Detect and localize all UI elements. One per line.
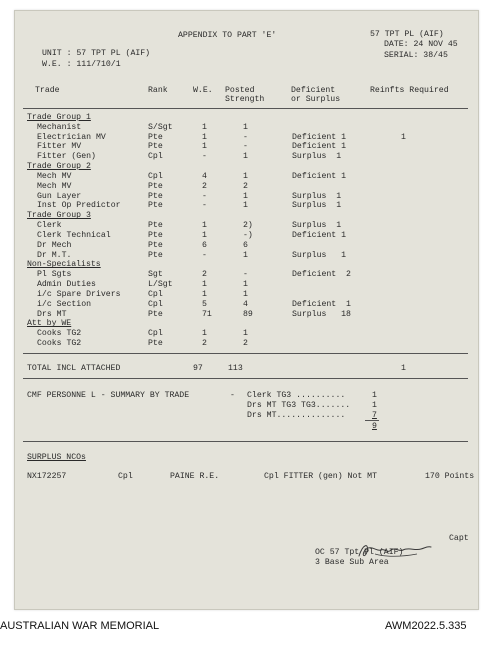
summary-rule [23, 441, 468, 442]
surplus-trade: Cpl FITTER (gen) Not MT [264, 472, 378, 481]
trade-name: Drs MT [37, 309, 67, 319]
we-cell: 1 [202, 132, 207, 142]
trade-name: Clerk Technical [37, 230, 111, 240]
total-label: TOTAL INCL ATTACHED [27, 364, 121, 373]
posted-cell: - [243, 132, 248, 142]
rank-cell: Pte [148, 132, 163, 142]
trade-name: Mech MV [37, 181, 72, 191]
rank-cell: Pte [148, 240, 163, 250]
trade-name: Fitter (Gen) [37, 152, 96, 162]
col-we: W.E. [193, 86, 213, 95]
we-cell: 1 [202, 280, 207, 290]
rank-cell: Cpl [148, 299, 163, 309]
summary-value-3: 7 [372, 411, 377, 420]
table-row [15, 339, 478, 348]
rank-cell: Pte [148, 250, 163, 260]
posted-cell: 1 [243, 289, 248, 299]
rank-cell: Cpl [148, 152, 163, 162]
rank-cell: Cpl [148, 171, 163, 181]
rank-cell: Cpl [148, 329, 163, 339]
surplus-points: 170 Points [425, 472, 475, 481]
deficiency-cell: Surplus 1 [292, 221, 342, 231]
posted-cell: 1 [243, 329, 248, 339]
col-reinforcements: Reinfts Required [370, 86, 449, 95]
deficiency-cell: Surplus 1 [292, 191, 342, 201]
table-row [15, 172, 478, 181]
signature-rank: Capt [449, 534, 469, 543]
summary-total: 9 [372, 422, 377, 431]
summary-label: CMF PERSONNE L - SUMMARY BY TRADE [27, 391, 190, 400]
summary-sum-rule [365, 420, 379, 421]
col-rank: Rank [148, 86, 168, 95]
rank-cell: Pte [148, 339, 163, 349]
trade-name: Inst Op Predictor [37, 201, 121, 211]
table-row [15, 251, 478, 260]
table-row [15, 270, 478, 279]
we-cell: 6 [202, 240, 207, 250]
col-trade: Trade [35, 86, 60, 95]
we-cell: 1 [202, 289, 207, 299]
table-row [15, 142, 478, 151]
trade-name: Mechanist [37, 122, 82, 132]
we-cell: 71 [202, 309, 212, 319]
table-row [15, 182, 478, 191]
rank-cell: Pte [148, 309, 163, 319]
we-cell: 1 [202, 329, 207, 339]
table-row [15, 241, 478, 250]
rank-cell: Pte [148, 221, 163, 231]
posted-cell: 1 [243, 122, 248, 132]
summary-line-1: Clerk TG3 .......... [247, 391, 346, 400]
appendix-title: APPENDIX TO PART 'E' [178, 31, 277, 40]
col-deficient: Deficient or Surplus [291, 86, 341, 104]
group-name: Trade Group 2 [27, 162, 91, 172]
total-reinf: 1 [401, 364, 406, 373]
deficiency-cell: Surplus 1 [292, 201, 342, 211]
deficiency-cell: Surplus 18 [292, 309, 351, 319]
serial-line: SERIAL: 38/45 [384, 51, 448, 60]
group-name: Trade Group 1 [27, 113, 91, 122]
table-row [15, 133, 478, 142]
footer-right: AWM2022.5.335 [385, 620, 467, 632]
deficiency-cell: Deficient 1 [292, 171, 347, 181]
posted-cell: 1 [243, 171, 248, 181]
table-row [15, 123, 478, 132]
rank-cell: L/Sgt [148, 280, 173, 290]
rank-cell: Pte [148, 230, 163, 240]
signature-line-2: 3 Base Sub Area [315, 558, 389, 567]
deficiency-cell: Deficient 1 [292, 142, 347, 152]
table-row [15, 329, 478, 338]
we-cell: 1 [202, 221, 207, 231]
total-we: 97 [193, 364, 203, 373]
we-cell: 2 [202, 181, 207, 191]
footer-left: AUSTRALIAN WAR MEMORIAL [0, 620, 160, 632]
rank-cell: Cpl [148, 289, 163, 299]
table-row [15, 152, 478, 161]
trade-name: Fitter MV [37, 142, 82, 152]
table-row [15, 221, 478, 230]
rank-cell: Pte [148, 201, 163, 211]
document-page [14, 10, 479, 610]
posted-cell: 2 [243, 339, 248, 349]
signature-line-1: OC 57 Tpt Pl (AIF) [315, 548, 404, 557]
we-line: W.E. : 111/710/1 [42, 60, 121, 69]
deficiency-cell: Deficient 2 [292, 270, 351, 280]
trade-group-heading [15, 113, 478, 122]
trade-name: Clerk [37, 221, 62, 231]
trade-name: Gun Layer [37, 191, 82, 201]
trade-group-heading [15, 319, 478, 328]
trade-name: i/c Section [37, 299, 92, 309]
posted-cell: 4 [243, 299, 248, 309]
group-name: Att by WE [27, 319, 72, 329]
table-row [15, 201, 478, 210]
trade-name: Admin Duties [37, 280, 96, 290]
total-posted: 113 [228, 364, 243, 373]
total-rule [23, 378, 468, 379]
table-row [15, 280, 478, 289]
trade-name: Pl Sgts [37, 270, 72, 280]
we-cell: - [202, 152, 207, 162]
rank-cell: Pte [148, 142, 163, 152]
summary-value-1: 1 [372, 391, 377, 400]
we-cell: - [202, 250, 207, 260]
table-row [15, 231, 478, 240]
summary-line-2: Drs MT TG3 TG3....... [247, 401, 351, 410]
deficiency-cell: Surplus 1 [292, 152, 342, 162]
we-cell: 4 [202, 171, 207, 181]
posted-cell: 6 [243, 240, 248, 250]
group-name: Non-Specialists [27, 260, 101, 270]
trade-name: Cooks TG2 [37, 329, 82, 339]
deficiency-cell: Surplus 1 [292, 250, 347, 260]
reinf-cell: 1 [401, 132, 406, 142]
posted-cell: 1 [243, 280, 248, 290]
posted-cell: 1 [243, 201, 248, 211]
posted-cell: 2 [243, 181, 248, 191]
surplus-title: SURPLUS NCOs [27, 453, 86, 462]
surplus-rank: Cpl [118, 472, 133, 481]
trade-group-heading [15, 260, 478, 269]
we-cell: 2 [202, 270, 207, 280]
we-cell: 1 [202, 122, 207, 132]
we-cell: 1 [202, 230, 207, 240]
posted-cell: 2) [243, 221, 253, 231]
trade-name: Mech MV [37, 171, 72, 181]
posted-cell: 1 [243, 191, 248, 201]
trade-name: Dr Mech [37, 240, 72, 250]
deficiency-cell: Deficient 1 [292, 299, 351, 309]
trade-name: i/c Spare Drivers [37, 289, 121, 299]
posted-cell: - [243, 270, 248, 280]
trade-name: Cooks TG2 [37, 339, 82, 349]
surplus-number: NX172257 [27, 472, 67, 481]
surplus-name: PAINE R.E. [170, 472, 220, 481]
summary-value-2: 1 [372, 401, 377, 410]
we-cell: 5 [202, 299, 207, 309]
summary-dash: - [230, 391, 235, 400]
rank-cell: S/Sgt [148, 122, 173, 132]
header-rule [23, 108, 468, 109]
posted-cell: 1 [243, 152, 248, 162]
unit-heading: 57 TPT PL (AIF) [370, 30, 444, 39]
table-row [15, 290, 478, 299]
rank-cell: Pte [148, 191, 163, 201]
we-cell: - [202, 191, 207, 201]
posted-cell: - [243, 142, 248, 152]
posted-cell: 89 [243, 309, 253, 319]
we-cell: - [202, 201, 207, 211]
posted-cell: -) [243, 230, 253, 240]
rank-cell: Sgt [148, 270, 163, 280]
deficiency-cell: Deficient 1 [292, 230, 347, 240]
rank-cell: Pte [148, 181, 163, 191]
we-cell: 2 [202, 339, 207, 349]
table-bottom-rule [23, 353, 468, 354]
table-row [15, 300, 478, 309]
trade-name: Dr M.T. [37, 250, 72, 260]
table-row [15, 310, 478, 319]
posted-cell: 1 [243, 250, 248, 260]
deficiency-cell: Deficient 1 [292, 132, 347, 142]
group-name: Trade Group 3 [27, 211, 91, 221]
we-cell: 1 [202, 142, 207, 152]
summary-line-3: Drs MT.............. [247, 411, 346, 420]
table-row [15, 192, 478, 201]
trade-group-heading [15, 211, 478, 220]
date-line: DATE: 24 NOV 45 [384, 40, 458, 49]
unit-line: UNIT : 57 TPT PL (AIF) [42, 49, 151, 58]
trade-name: Electrician MV [37, 132, 106, 142]
col-posted: Posted Strength [225, 86, 265, 104]
trade-group-heading [15, 162, 478, 171]
